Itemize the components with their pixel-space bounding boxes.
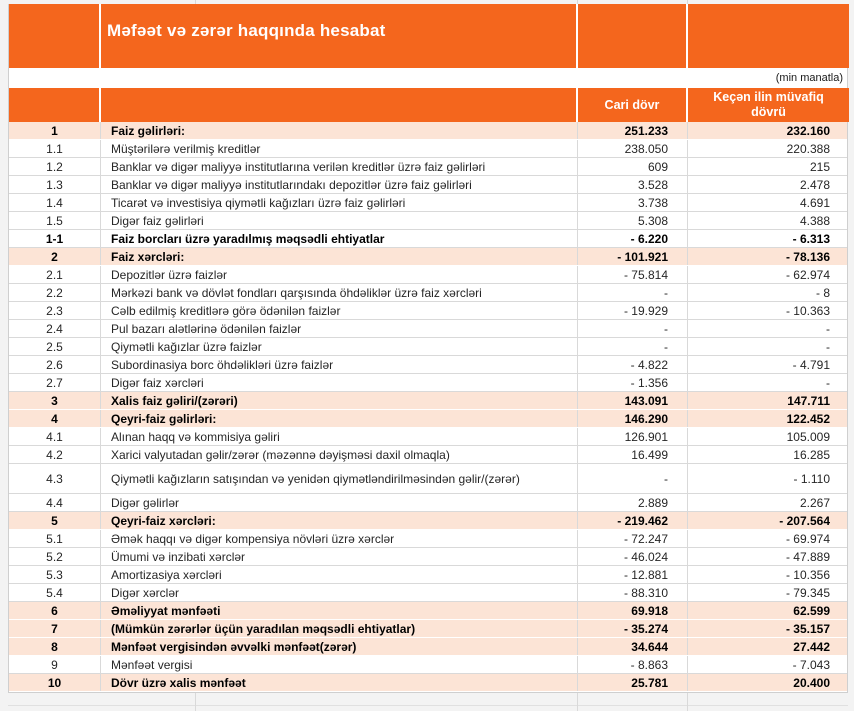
gridline xyxy=(8,705,848,706)
row-number-cell: 2.4 xyxy=(9,320,101,337)
table-row xyxy=(9,620,847,638)
row-number-cell: 4.2 xyxy=(9,446,101,463)
table-row xyxy=(9,656,847,674)
row-number-cell: 1.2 xyxy=(9,158,101,175)
value-current-cell: - xyxy=(578,338,688,355)
value-previous-cell: - 4.791 xyxy=(792,357,830,372)
row-number-cell: 4.4 xyxy=(9,494,101,511)
value-previous-cell: 2.267 xyxy=(799,495,830,510)
value-current-cell: 251.233 xyxy=(578,122,688,139)
value-previous-cell: - 6.313 xyxy=(792,231,830,246)
title-band-spacer xyxy=(688,4,849,68)
value-previous-cell: 4.388 xyxy=(799,213,830,228)
row-number-cell: 9 xyxy=(9,656,101,673)
row-number-cell: 1.5 xyxy=(9,212,101,229)
value-previous-cell: 215 xyxy=(809,159,830,174)
value-previous-cell: 232.160 xyxy=(786,123,830,138)
row-number-cell: 1.1 xyxy=(9,140,101,157)
value-previous-cell: - 8 xyxy=(815,285,830,300)
value-current-cell: - 35.274 xyxy=(578,620,688,637)
table-row xyxy=(9,638,847,656)
table-row xyxy=(9,338,847,356)
table-row xyxy=(9,674,847,692)
value-current-cell: 25.781 xyxy=(578,674,688,691)
row-label-cell: Subordinasiya borc öhdəlikləri üzrə faizlər xyxy=(101,356,578,373)
value-previous-cell: 105.009 xyxy=(786,429,830,444)
row-label-cell: Qeyri-faiz gəlirləri: xyxy=(101,410,578,427)
header-label-column xyxy=(101,88,578,122)
value-current-cell: - xyxy=(578,284,688,301)
value-previous-cell: - 207.564 xyxy=(779,513,830,528)
table-row xyxy=(9,356,847,374)
value-previous-cell: - xyxy=(826,321,830,336)
row-number-cell: 5.1 xyxy=(9,530,101,547)
row-label-cell: Cəlb edilmiş kreditlərə görə ödənilən faizlər xyxy=(101,302,578,319)
value-previous-cell: - 10.363 xyxy=(785,303,830,318)
table-row xyxy=(9,464,847,494)
table-row xyxy=(9,566,847,584)
value-previous-cell: - 35.157 xyxy=(785,621,830,636)
value-previous-cell: 4.691 xyxy=(799,195,830,210)
table-row xyxy=(9,548,847,566)
value-current-cell: - 46.024 xyxy=(578,548,688,565)
value-previous-cell: - xyxy=(826,339,830,354)
row-label-cell: Dövr üzrə xalis mənfəət xyxy=(101,674,578,691)
row-label-cell: Xarici valyutadan gəlir/zərər (məzənnə dəyişməsi daxil olmaqla) xyxy=(101,446,578,463)
value-current-cell: - 12.881 xyxy=(578,566,688,583)
row-label-cell: Əmək haqqı və digər kompensiya növləri üzrə xərclər xyxy=(101,530,578,547)
row-number-cell: 2 xyxy=(9,248,101,265)
table-row xyxy=(9,212,847,230)
value-current-cell: - 72.247 xyxy=(578,530,688,547)
table-row xyxy=(9,428,847,446)
row-label-cell: Digər gəlirlər xyxy=(101,494,578,511)
value-current-cell: - 101.921 xyxy=(578,248,688,265)
table-row xyxy=(9,140,847,158)
table-row xyxy=(9,410,847,428)
value-current-cell: 146.290 xyxy=(578,410,688,427)
row-label-cell: (Mümkün zərərlər üçün yaradılan məqsədli ehtiyatlar) xyxy=(101,620,578,637)
row-label-cell: Banklar və digər maliyyə institutlarına verilən kreditlər üzrə faiz gəlirləri xyxy=(101,158,578,175)
value-current-cell: 16.499 xyxy=(578,446,688,463)
value-previous-cell: - 47.889 xyxy=(785,549,830,564)
value-previous-cell: - 69.974 xyxy=(785,531,830,546)
income-statement-table xyxy=(8,4,848,693)
value-previous-cell: - 7.043 xyxy=(792,657,830,672)
row-label-cell: Depozitlər üzrə faizlər xyxy=(101,266,578,283)
value-current-cell: 5.308 xyxy=(578,212,688,229)
gridline xyxy=(687,693,688,711)
row-number-cell: 1 xyxy=(9,122,101,139)
row-number-cell: 2.1 xyxy=(9,266,101,283)
gridline xyxy=(195,693,196,711)
row-number-cell: 4.1 xyxy=(9,428,101,445)
row-label-cell: Müştərilərə verilmiş kreditlər xyxy=(101,140,578,157)
title-band xyxy=(9,4,847,68)
row-number-cell: 5 xyxy=(9,512,101,529)
value-current-cell: 69.918 xyxy=(578,602,688,619)
value-previous-cell: 27.442 xyxy=(793,639,830,654)
value-previous-cell: - 78.136 xyxy=(785,249,830,264)
table-row xyxy=(9,494,847,512)
value-current-cell: - 1.356 xyxy=(578,374,688,391)
row-label-cell: Qiymətli kağızların satışından və yenidən qiymətləndirilməsindən gəlir/(zərər) xyxy=(101,464,578,493)
table-row xyxy=(9,374,847,392)
value-previous-cell: 62.599 xyxy=(793,603,830,618)
row-number-cell: 7 xyxy=(9,620,101,637)
table-row xyxy=(9,530,847,548)
table-row xyxy=(9,194,847,212)
value-previous-cell: - 10.356 xyxy=(785,567,830,582)
table-row xyxy=(9,302,847,320)
value-current-cell: 238.050 xyxy=(578,140,688,157)
column-header-row xyxy=(9,88,847,122)
row-label-cell: Faiz gəlirləri: xyxy=(101,122,578,139)
table-row xyxy=(9,176,847,194)
value-previous-cell: 122.452 xyxy=(786,411,830,426)
row-label-cell: Banklar və digər maliyyə institutlarındakı depozitlər üzrə faiz gəlirləri xyxy=(101,176,578,193)
table-row xyxy=(9,392,847,410)
unit-note: (min manatla) xyxy=(9,68,847,88)
row-number-cell: 8 xyxy=(9,638,101,655)
value-previous-cell: - 79.345 xyxy=(785,585,830,600)
value-previous-cell: 147.711 xyxy=(787,393,830,408)
value-previous-cell: - 1.110 xyxy=(793,471,830,486)
value-current-cell: 2.889 xyxy=(578,494,688,511)
table-row xyxy=(9,320,847,338)
value-current-cell: - 19.929 xyxy=(578,302,688,319)
row-number-cell: 2.7 xyxy=(9,374,101,391)
value-current-cell: 34.644 xyxy=(578,638,688,655)
table-row xyxy=(9,446,847,464)
value-current-cell: - 8.863 xyxy=(578,656,688,673)
value-current-cell: - 4.822 xyxy=(578,356,688,373)
row-label-cell: Faiz xərcləri: xyxy=(101,248,578,265)
row-label-cell: Alınan haqq və kommisiya gəliri xyxy=(101,428,578,445)
row-label-cell: Digər faiz gəlirləri xyxy=(101,212,578,229)
value-current-cell: 3.528 xyxy=(578,176,688,193)
row-label-cell: Mənfəət vergisindən əvvəlki mənfəət(zərər) xyxy=(101,638,578,655)
value-current-cell: 3.738 xyxy=(578,194,688,211)
value-previous-cell: 220.388 xyxy=(786,141,830,156)
row-number-cell: 5.2 xyxy=(9,548,101,565)
value-previous-cell: 20.400 xyxy=(793,675,830,690)
value-previous-cell: - xyxy=(826,375,830,390)
value-current-cell: 609 xyxy=(578,158,688,175)
value-current-cell: - 219.462 xyxy=(578,512,688,529)
value-current-cell: 126.901 xyxy=(578,428,688,445)
page-title: Məfəət və zərər haqqında hesabat xyxy=(101,4,578,68)
row-label-cell: Pul bazarı alətlərinə ödənilən faizlər xyxy=(101,320,578,337)
value-current-cell: - 75.814 xyxy=(578,266,688,283)
row-label-cell: Ümumi və inzibati xərclər xyxy=(101,548,578,565)
row-number-cell: 1.4 xyxy=(9,194,101,211)
table-row xyxy=(9,602,847,620)
row-label-cell: Amortizasiya xərcləri xyxy=(101,566,578,583)
row-number-cell: 2.2 xyxy=(9,284,101,301)
header-previous-period: Keçən ilin müvafiq dövrü xyxy=(688,88,849,122)
row-label-cell: Mənfəət vergisi xyxy=(101,656,578,673)
title-band-spacer xyxy=(578,4,688,68)
table-row xyxy=(9,266,847,284)
table-row xyxy=(9,230,847,248)
row-label-cell: Digər xərclər xyxy=(101,584,578,601)
row-label-cell: Digər faiz xərcləri xyxy=(101,374,578,391)
value-previous-cell: - 62.974 xyxy=(785,267,830,282)
row-number-cell: 4 xyxy=(9,410,101,427)
value-current-cell: - 6.220 xyxy=(578,230,688,247)
value-current-cell: - xyxy=(578,320,688,337)
value-current-cell: 143.091 xyxy=(578,392,688,409)
row-number-cell: 10 xyxy=(9,674,101,691)
header-number-column xyxy=(9,88,101,122)
table-row xyxy=(9,158,847,176)
gridline xyxy=(577,693,578,711)
row-number-cell: 1.3 xyxy=(9,176,101,193)
row-number-cell: 2.5 xyxy=(9,338,101,355)
row-number-cell: 5.3 xyxy=(9,566,101,583)
table-row xyxy=(9,122,847,140)
header-current-period: Cari dövr xyxy=(578,88,688,122)
table-row xyxy=(9,284,847,302)
value-current-cell: - 88.310 xyxy=(578,584,688,601)
value-previous-cell: 2.478 xyxy=(799,177,830,192)
table-row xyxy=(9,248,847,266)
row-number-cell: 5.4 xyxy=(9,584,101,601)
value-previous-cell: 16.285 xyxy=(793,447,830,462)
row-number-cell: 3 xyxy=(9,392,101,409)
row-number-cell: 1-1 xyxy=(9,230,101,247)
table-body xyxy=(9,122,847,692)
row-label-cell: Mərkəzi bank və dövlət fondları qarşısında öhdəliklər üzrə faiz xərcləri xyxy=(101,284,578,301)
row-number-cell: 2.3 xyxy=(9,302,101,319)
row-label-cell: Xalis faiz gəliri/(zərəri) xyxy=(101,392,578,409)
row-number-cell: 2.6 xyxy=(9,356,101,373)
title-band-spacer xyxy=(9,4,101,68)
row-label-cell: Qeyri-faiz xərcləri: xyxy=(101,512,578,529)
table-row xyxy=(9,584,847,602)
table-row xyxy=(9,512,847,530)
row-label-cell: Qiymətli kağızlar üzrə faizlər xyxy=(101,338,578,355)
row-label-cell: Faiz borcları üzrə yaradılmış məqsədli ehtiyatlar xyxy=(101,230,578,247)
row-number-cell: 6 xyxy=(9,602,101,619)
row-label-cell: Əməliyyat mənfəəti xyxy=(101,602,578,619)
row-label-cell: Ticarət və investisiya qiymətli kağızları üzrə faiz gəlirləri xyxy=(101,194,578,211)
value-current-cell: - xyxy=(578,464,688,493)
row-number-cell: 4.3 xyxy=(9,464,101,493)
